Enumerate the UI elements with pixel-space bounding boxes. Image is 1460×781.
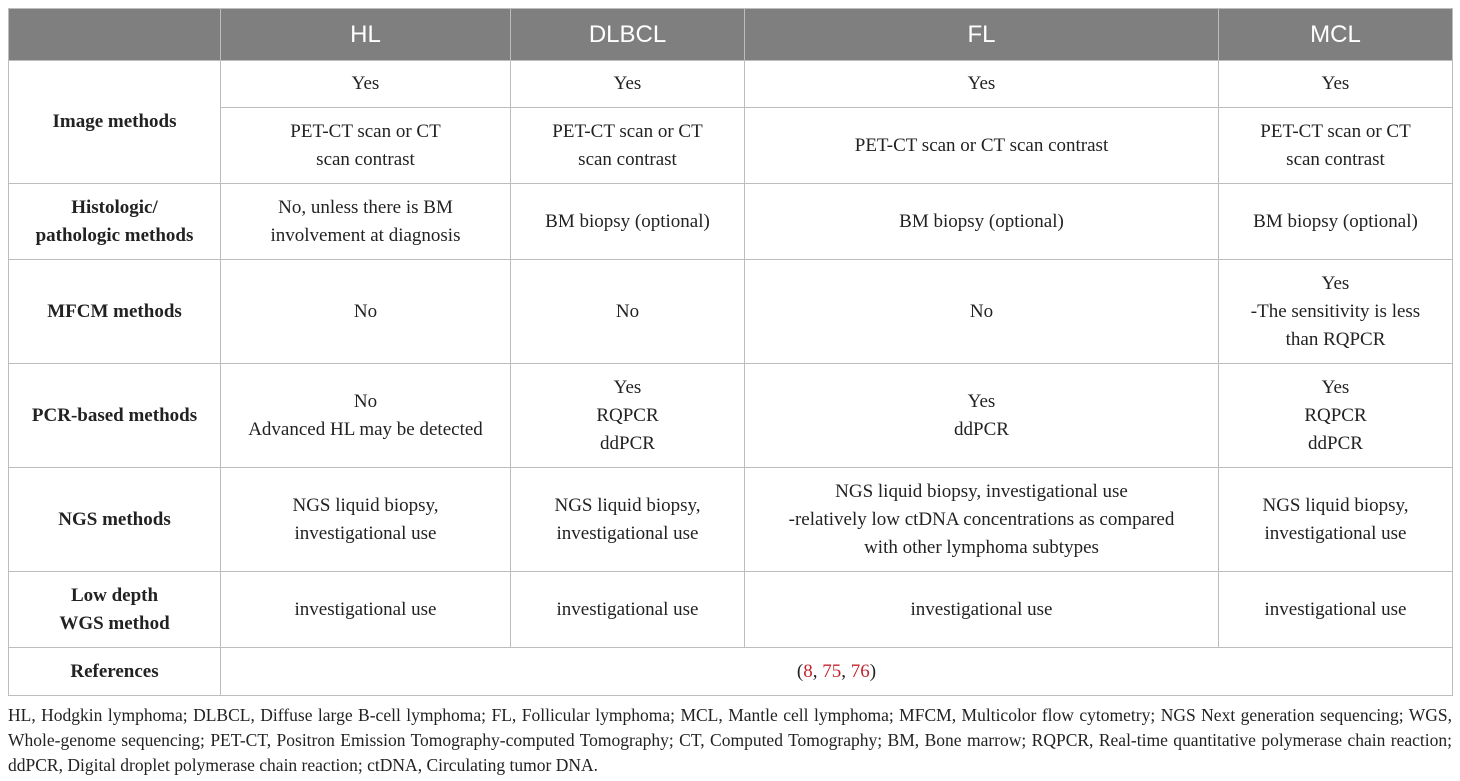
references-cell	[221, 648, 1453, 696]
references-open-paren: (	[796, 660, 804, 682]
table-cell	[221, 260, 511, 364]
cell-line: PET-CT scan or CT scan contrast	[854, 134, 1109, 156]
references-close-paren: )	[869, 660, 877, 682]
reference-link-8[interactable]: 8	[803, 660, 813, 682]
cell-line: RQPCR	[1304, 404, 1367, 426]
table-cell	[511, 184, 745, 260]
cell-line: Yes	[613, 376, 642, 398]
reference-link-76[interactable]: 76	[850, 660, 870, 682]
table-row	[9, 260, 1453, 364]
table-cell	[511, 260, 745, 364]
header-row	[9, 9, 1453, 61]
table-cell	[221, 468, 511, 572]
table-cell	[221, 184, 511, 260]
table-container	[8, 8, 1452, 778]
cell-line: with other lymphoma subtypes	[864, 536, 1099, 558]
cell-line: investigational use	[556, 522, 699, 544]
table-cell: Yes	[1219, 61, 1453, 108]
cell-line: Yes	[967, 390, 996, 412]
cell-line: No	[969, 300, 994, 322]
header-corner	[9, 9, 221, 61]
table-cell: investigational use	[745, 572, 1219, 648]
table-cell	[1219, 260, 1453, 364]
reference-link-75[interactable]: 75	[822, 660, 842, 682]
table-footnote: HL, Hodgkin lymphoma; DLBCL, Diffuse large B-cell lymphoma; FL, Follicular lymphoma; MCL, Mantle cell lymphoma; MFCM, Multicolor flow cytometry; NGS Next generation sequencing; WGS, Whole-genome sequencing; PET-CT, Positron Emission Tomography-computed Tomography; CT, Computed Tomography; BM, Bone marrow; RQPCR, Real-time quantitative polymerase chain reaction; ddPCR, Digital droplet polymerase chain reaction; ctDNA, Circulating tumor DNA.	[8, 705, 1452, 775]
column-header-fl: FL	[745, 9, 1219, 61]
column-header-hl: HL	[221, 9, 511, 61]
table-row	[9, 572, 1453, 648]
row-label-ngs-methods: NGS methods	[9, 468, 221, 572]
table-cell: investigational use	[1219, 572, 1453, 648]
cell-line: ddPCR	[1308, 432, 1363, 454]
cell-line: Advanced HL may be detected	[248, 418, 483, 440]
cell-line: PET-CT scan or CT	[552, 120, 703, 142]
cell-line: -The sensitivity is less	[1250, 300, 1421, 322]
cell-line: NGS liquid biopsy,	[554, 494, 701, 516]
cell-line: BM biopsy (optional)	[899, 210, 1064, 232]
column-header-mcl: MCL	[1219, 9, 1453, 61]
table-cell	[745, 364, 1219, 468]
cell-line: PET-CT scan or CT	[1260, 120, 1411, 142]
row-label-line: Low depth	[70, 584, 159, 606]
cell-line: scan contrast	[1286, 148, 1385, 170]
table-cell: investigational use	[511, 572, 745, 648]
table-row	[9, 648, 1453, 696]
table-cell: Yes	[745, 61, 1219, 108]
table-cell	[511, 108, 745, 184]
comparison-table	[8, 8, 1453, 696]
table-cell	[221, 364, 511, 468]
table-cell	[221, 108, 511, 184]
table-cell: investigational use	[221, 572, 511, 648]
table-cell	[1219, 364, 1453, 468]
table-row	[9, 184, 1453, 260]
cell-line: ddPCR	[600, 432, 655, 454]
row-label-line: pathologic methods	[35, 224, 194, 246]
table-cell: Yes	[221, 61, 511, 108]
cell-line: involvement at diagnosis	[270, 224, 461, 246]
cell-line: NGS liquid biopsy,	[292, 494, 439, 516]
cell-line: PET-CT scan or CT	[290, 120, 441, 142]
table-row	[9, 364, 1453, 468]
table-cell	[745, 468, 1219, 572]
table-row	[9, 108, 1453, 184]
cell-line: scan contrast	[578, 148, 677, 170]
cell-line: No	[615, 300, 640, 322]
row-label-pcr-methods: PCR-based methods	[9, 364, 221, 468]
table-cell	[1219, 108, 1453, 184]
cell-line: Yes	[1321, 272, 1350, 294]
row-label-line: WGS method	[59, 612, 170, 634]
row-label-image-methods: Image methods	[9, 61, 221, 184]
cell-line: No	[353, 390, 378, 412]
table-row	[9, 468, 1453, 572]
cell-line: investigational use	[294, 522, 437, 544]
table-row	[9, 61, 1453, 108]
cell-line: No	[353, 300, 378, 322]
table-cell	[511, 364, 745, 468]
cell-line: BM biopsy (optional)	[1253, 210, 1418, 232]
table-cell	[1219, 184, 1453, 260]
cell-line: BM biopsy (optional)	[545, 210, 710, 232]
column-header-dlbcl: DLBCL	[511, 9, 745, 61]
row-label-line: Histologic/	[71, 196, 158, 218]
cell-line: -relatively low ctDNA concentrations as compared	[788, 508, 1175, 530]
row-label-wgs-method	[9, 572, 221, 648]
table-cell	[745, 184, 1219, 260]
cell-line: NGS liquid biopsy,	[1262, 494, 1409, 516]
row-label-references: References	[9, 648, 221, 696]
cell-line: investigational use	[1264, 522, 1407, 544]
cell-line: RQPCR	[596, 404, 659, 426]
table-cell	[745, 108, 1219, 184]
row-label-mfcm-methods: MFCM methods	[9, 260, 221, 364]
references-separator: ,	[812, 660, 823, 682]
table-cell: Yes	[511, 61, 745, 108]
cell-line: ddPCR	[954, 418, 1009, 440]
references-separator: ,	[841, 660, 851, 682]
table-cell	[511, 468, 745, 572]
table-cell	[745, 260, 1219, 364]
cell-line: than RQPCR	[1285, 328, 1386, 350]
cell-line: NGS liquid biopsy, investigational use	[835, 480, 1128, 502]
cell-line: Yes	[1321, 376, 1350, 398]
row-label-histologic-methods	[9, 184, 221, 260]
cell-line: scan contrast	[316, 148, 415, 170]
table-cell	[1219, 468, 1453, 572]
cell-line: No, unless there is BM	[278, 196, 453, 218]
